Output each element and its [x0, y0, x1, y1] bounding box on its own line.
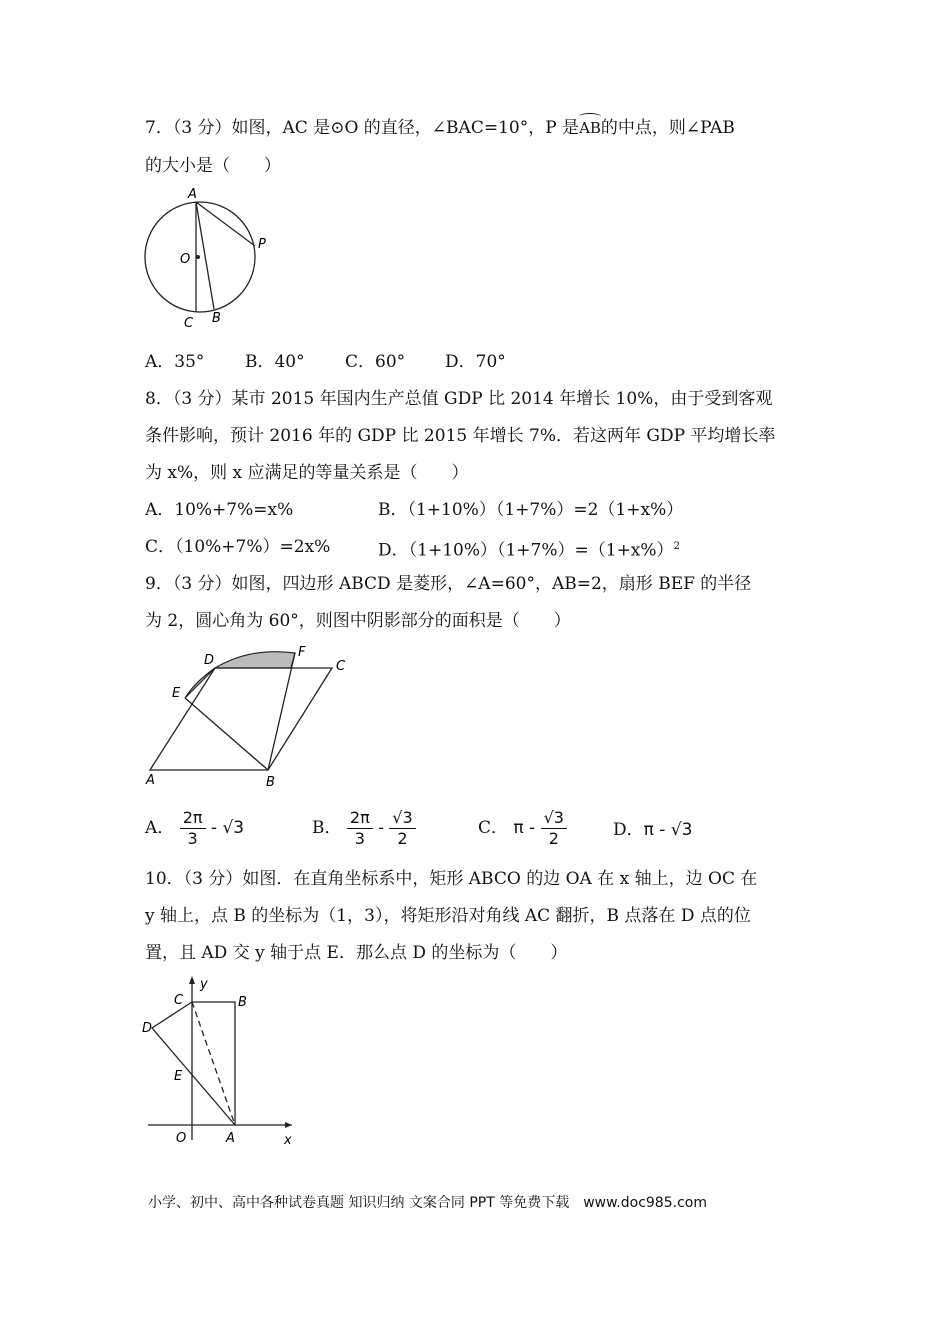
q9-line2: 为 2，圆心角为 60°，则图中阴影部分的面积是（ ）	[145, 611, 571, 631]
q10-line3: 置，且 AD 交 y 轴于点 E．那么点 D 的坐标为（ ）	[145, 943, 568, 963]
q8-option-a[interactable]: A．10%+7%=x%	[145, 500, 294, 520]
fig-label-a: A	[146, 773, 155, 788]
q7-option-d[interactable]: D．70°	[445, 352, 506, 372]
footer-text: 小学、初中、高中各种试卷真题 知识归纳 文案合同 PPT 等免费下载 www.doc985.com	[148, 1195, 707, 1211]
q10-figure	[140, 970, 310, 1150]
q8-line3: 为 x%，则 x 应满足的等量关系是（ ）	[145, 463, 469, 483]
fig-label-b: B	[266, 775, 275, 790]
q10-line2: y 轴上，点 B 的坐标为（1，3），将矩形沿对角线 AC 翻折，B 点落在 D 点的位	[145, 906, 751, 926]
fig-label-a: A	[188, 187, 197, 202]
fig-label-b: B	[212, 311, 221, 326]
q8-line2: 条件影响，预计 2016 年的 GDP 比 2015 年增长 7%．若这两年 GDP 平均增长率	[145, 426, 776, 446]
fig-label-a: A	[226, 1131, 235, 1146]
q7-option-b[interactable]: B．40°	[245, 352, 305, 372]
q8-option-b[interactable]: B．（1+10%）（1+7%）=2（1+x%）	[378, 500, 684, 520]
fig-label-d: D	[204, 653, 215, 668]
q7-line1: 7．（3 分）如图，AC 是⊙O 的直径，∠BAC=10°，P 是AB的中点，则∠PAB	[145, 118, 735, 138]
q9-option-b[interactable]: B． $\frac{2\pi}{3}$ - $\frac{√3}{2}$	[312, 808, 416, 849]
fig-label-b: B	[238, 995, 247, 1010]
fig-label-y: y	[200, 977, 208, 992]
fig-label-x: x	[284, 1133, 292, 1148]
q9-figure	[140, 642, 360, 792]
q9-option-a[interactable]: A． $\frac{2\pi}{3}$ - √3	[145, 808, 245, 848]
q8-option-c[interactable]: C．（10%+7%）=2x%	[145, 537, 331, 557]
q9-line1: 9．（3 分）如图，四边形 ABCD 是菱形，∠A=60°，AB=2，扇形 BEF 的半径	[145, 574, 752, 594]
q9-option-c[interactable]: C． π - $\frac{√3}{2}$	[478, 808, 567, 849]
fig-label-e: E	[174, 1069, 183, 1084]
fig-label-e: E	[172, 686, 181, 701]
q7-figure	[138, 186, 278, 330]
q7-option-c[interactable]: C．60°	[345, 352, 406, 372]
fig-label-c: C	[336, 659, 346, 674]
q8-line1: 8．（3 分）某市 2015 年国内生产总值 GDP 比 2014 年增长 10%，由于受到客观	[145, 389, 773, 409]
fig-label-c: C	[174, 993, 184, 1008]
q10-line1: 10．（3 分）如图．在直角坐标系中，矩形 ABCO 的边 OA 在 x 轴上，边 OC 在	[145, 869, 758, 889]
fig-label-d: D	[142, 1021, 153, 1036]
q7-option-a[interactable]: A．35°	[145, 352, 205, 372]
fig-label-p: P	[258, 237, 266, 252]
q9-option-d[interactable]: D．π - √3	[613, 820, 693, 840]
arc-ab: AB	[579, 116, 601, 140]
q8-option-d[interactable]: D．$(1+10\%)(1+7\%)=(1+x\%)^2$	[378, 540, 680, 561]
fig-label-o: O	[176, 1131, 187, 1146]
fig-label-c: C	[184, 316, 194, 330]
q7-line2: 的大小是（ ）	[145, 156, 281, 176]
fig-label-f: F	[298, 645, 306, 660]
fig-label-o: O	[180, 252, 191, 267]
